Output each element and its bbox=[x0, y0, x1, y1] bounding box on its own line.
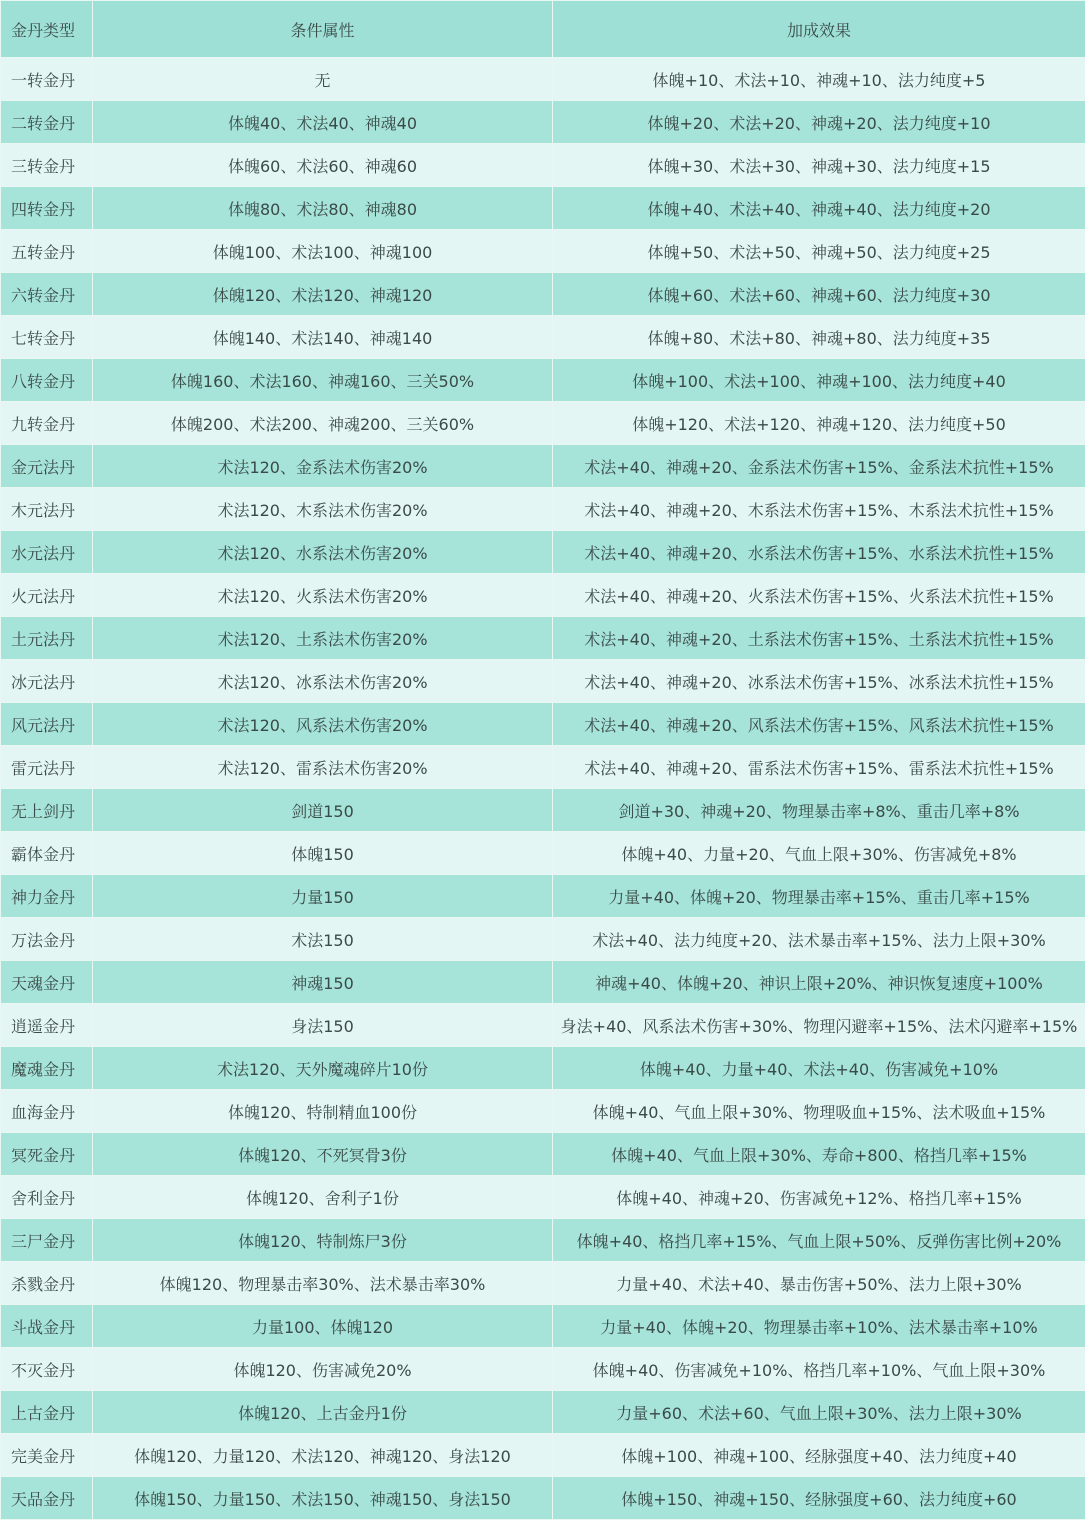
cell-bonus: 体魄+150、神魂+150、经脉强度+60、法力纯度+60 bbox=[553, 1477, 1085, 1520]
cell-condition: 力量150 bbox=[93, 875, 553, 918]
cell-bonus: 力量+40、术法+40、暴击伤害+50%、法力上限+30% bbox=[553, 1262, 1085, 1305]
table-row bbox=[1, 1176, 1085, 1219]
cell-bonus: 力量+40、体魄+20、物理暴击率+15%、重击几率+15% bbox=[553, 875, 1085, 918]
cell-core-type: 风元法丹 bbox=[1, 703, 93, 746]
cell-core-type: 九转金丹 bbox=[1, 402, 93, 445]
cell-bonus: 术法+40、神魂+20、火系法术伤害+15%、火系法术抗性+15% bbox=[553, 574, 1085, 617]
cell-condition: 体魄200、术法200、神魂200、三关60% bbox=[93, 402, 553, 445]
cell-bonus: 体魄+40、力量+40、术法+40、伤害减免+10% bbox=[553, 1047, 1085, 1090]
cell-condition: 体魄140、术法140、神魂140 bbox=[93, 316, 553, 359]
cell-bonus: 体魄+40、术法+40、神魂+40、法力纯度+20 bbox=[553, 187, 1085, 230]
cell-bonus: 体魄+30、术法+30、神魂+30、法力纯度+15 bbox=[553, 144, 1085, 187]
table-row bbox=[1, 1047, 1085, 1090]
cell-core-type: 逍遥金丹 bbox=[1, 1004, 93, 1047]
cell-condition: 体魄120、特制炼尸3份 bbox=[93, 1219, 553, 1262]
cell-core-type: 杀戮金丹 bbox=[1, 1262, 93, 1305]
table-row bbox=[1, 1305, 1085, 1348]
cell-bonus: 体魄+100、术法+100、神魂+100、法力纯度+40 bbox=[553, 359, 1085, 402]
cell-bonus: 术法+40、神魂+20、风系法术伤害+15%、风系法术抗性+15% bbox=[553, 703, 1085, 746]
cell-condition: 术法120、土系法术伤害20% bbox=[93, 617, 553, 660]
cell-core-type: 三转金丹 bbox=[1, 144, 93, 187]
cell-condition: 术法120、风系法术伤害20% bbox=[93, 703, 553, 746]
cell-core-type: 七转金丹 bbox=[1, 316, 93, 359]
cell-condition: 身法150 bbox=[93, 1004, 553, 1047]
table-row bbox=[1, 273, 1085, 316]
cell-core-type: 金元法丹 bbox=[1, 445, 93, 488]
table-row bbox=[1, 746, 1085, 789]
cell-bonus: 体魄+100、神魂+100、经脉强度+40、法力纯度+40 bbox=[553, 1434, 1085, 1477]
cell-core-type: 万法金丹 bbox=[1, 918, 93, 961]
cell-core-type: 雷元法丹 bbox=[1, 746, 93, 789]
cell-core-type: 血海金丹 bbox=[1, 1090, 93, 1133]
cell-bonus: 术法+40、法力纯度+20、法术暴击率+15%、法力上限+30% bbox=[553, 918, 1085, 961]
cell-bonus: 体魄+40、气血上限+30%、物理吸血+15%、法术吸血+15% bbox=[553, 1090, 1085, 1133]
table-row bbox=[1, 918, 1085, 961]
cell-bonus: 力量+60、术法+60、气血上限+30%、法力上限+30% bbox=[553, 1391, 1085, 1434]
table-row bbox=[1, 445, 1085, 488]
cell-core-type: 上古金丹 bbox=[1, 1391, 93, 1434]
cell-condition: 体魄120、力量120、术法120、神魂120、身法120 bbox=[93, 1434, 553, 1477]
cell-condition: 体魄40、术法40、神魂40 bbox=[93, 101, 553, 144]
cell-core-type: 完美金丹 bbox=[1, 1434, 93, 1477]
table-row bbox=[1, 1348, 1085, 1391]
cell-bonus: 神魂+40、体魄+20、神识上限+20%、神识恢复速度+100% bbox=[553, 961, 1085, 1004]
cell-core-type: 舍利金丹 bbox=[1, 1176, 93, 1219]
cell-bonus: 体魄+40、神魂+20、伤害减免+12%、格挡几率+15% bbox=[553, 1176, 1085, 1219]
table-row bbox=[1, 1477, 1085, 1520]
table-row bbox=[1, 531, 1085, 574]
cell-core-type: 三尸金丹 bbox=[1, 1219, 93, 1262]
table-row bbox=[1, 1133, 1085, 1176]
table-row bbox=[1, 789, 1085, 832]
cell-bonus: 体魄+40、格挡几率+15%、气血上限+50%、反弹伤害比例+20% bbox=[553, 1219, 1085, 1262]
cell-condition: 剑道150 bbox=[93, 789, 553, 832]
cell-bonus: 体魄+120、术法+120、神魂+120、法力纯度+50 bbox=[553, 402, 1085, 445]
cell-core-type: 四转金丹 bbox=[1, 187, 93, 230]
table-row bbox=[1, 832, 1085, 875]
cell-condition: 体魄150、力量150、术法150、神魂150、身法150 bbox=[93, 1477, 553, 1520]
cell-core-type: 天品金丹 bbox=[1, 1477, 93, 1520]
cell-bonus: 术法+40、神魂+20、水系法术伤害+15%、水系法术抗性+15% bbox=[553, 531, 1085, 574]
cell-condition: 力量100、体魄120 bbox=[93, 1305, 553, 1348]
cell-condition: 术法150 bbox=[93, 918, 553, 961]
table-row bbox=[1, 574, 1085, 617]
cell-condition: 体魄120、术法120、神魂120 bbox=[93, 273, 553, 316]
cell-bonus: 力量+40、体魄+20、物理暴击率+10%、法术暴击率+10% bbox=[553, 1305, 1085, 1348]
cell-condition: 术法120、雷系法术伤害20% bbox=[93, 746, 553, 789]
cell-condition: 术法120、火系法术伤害20% bbox=[93, 574, 553, 617]
cell-condition: 体魄160、术法160、神魂160、三关50% bbox=[93, 359, 553, 402]
cell-core-type: 五转金丹 bbox=[1, 230, 93, 273]
table-row bbox=[1, 703, 1085, 746]
cell-bonus: 体魄+80、术法+80、神魂+80、法力纯度+35 bbox=[553, 316, 1085, 359]
table-row bbox=[1, 230, 1085, 273]
table-row bbox=[1, 144, 1085, 187]
cell-condition: 体魄120、伤害减免20% bbox=[93, 1348, 553, 1391]
cell-condition: 体魄120、舍利子1份 bbox=[93, 1176, 553, 1219]
table-row bbox=[1, 402, 1085, 445]
cell-core-type: 一转金丹 bbox=[1, 58, 93, 101]
cell-core-type: 火元法丹 bbox=[1, 574, 93, 617]
cell-bonus: 体魄+40、气血上限+30%、寿命+800、格挡几率+15% bbox=[553, 1133, 1085, 1176]
cell-bonus: 体魄+60、术法+60、神魂+60、法力纯度+30 bbox=[553, 273, 1085, 316]
table-row bbox=[1, 961, 1085, 1004]
cell-condition: 体魄120、不死冥骨3份 bbox=[93, 1133, 553, 1176]
table-header-row bbox=[1, 1, 1085, 58]
cell-core-type: 土元法丹 bbox=[1, 617, 93, 660]
cell-core-type: 冥死金丹 bbox=[1, 1133, 93, 1176]
cell-condition: 体魄120、上古金丹1份 bbox=[93, 1391, 553, 1434]
cell-condition: 体魄100、术法100、神魂100 bbox=[93, 230, 553, 273]
table-row bbox=[1, 1090, 1085, 1133]
cell-core-type: 神力金丹 bbox=[1, 875, 93, 918]
cell-bonus: 术法+40、神魂+20、土系法术伤害+15%、土系法术抗性+15% bbox=[553, 617, 1085, 660]
table-row bbox=[1, 1219, 1085, 1262]
cell-core-type: 冰元法丹 bbox=[1, 660, 93, 703]
table-row bbox=[1, 617, 1085, 660]
cell-condition: 体魄80、术法80、神魂80 bbox=[93, 187, 553, 230]
cell-condition: 术法120、金系法术伤害20% bbox=[93, 445, 553, 488]
table-row bbox=[1, 359, 1085, 402]
cell-core-type: 无上剑丹 bbox=[1, 789, 93, 832]
table-row bbox=[1, 875, 1085, 918]
cell-bonus: 身法+40、风系法术伤害+30%、物理闪避率+15%、法术闪避率+15% bbox=[553, 1004, 1085, 1047]
header-bonus: 加成效果 bbox=[553, 1, 1085, 58]
cell-bonus: 体魄+50、术法+50、神魂+50、法力纯度+25 bbox=[553, 230, 1085, 273]
cell-core-type: 二转金丹 bbox=[1, 101, 93, 144]
cell-condition: 术法120、天外魔魂碎片10份 bbox=[93, 1047, 553, 1090]
cell-condition: 神魂150 bbox=[93, 961, 553, 1004]
cell-core-type: 水元法丹 bbox=[1, 531, 93, 574]
cell-condition: 术法120、冰系法术伤害20% bbox=[93, 660, 553, 703]
table-row bbox=[1, 316, 1085, 359]
header-condition: 条件属性 bbox=[93, 1, 553, 58]
cell-bonus: 体魄+40、伤害减免+10%、格挡几率+10%、气血上限+30% bbox=[553, 1348, 1085, 1391]
table-row bbox=[1, 101, 1085, 144]
cell-condition: 术法120、水系法术伤害20% bbox=[93, 531, 553, 574]
table-row bbox=[1, 187, 1085, 230]
cell-core-type: 霸体金丹 bbox=[1, 832, 93, 875]
cell-bonus: 体魄+40、力量+20、气血上限+30%、伤害减免+8% bbox=[553, 832, 1085, 875]
cell-condition: 术法120、木系法术伤害20% bbox=[93, 488, 553, 531]
cell-bonus: 术法+40、神魂+20、木系法术伤害+15%、木系法术抗性+15% bbox=[553, 488, 1085, 531]
table-row bbox=[1, 660, 1085, 703]
table-row bbox=[1, 1391, 1085, 1434]
cell-condition: 体魄150 bbox=[93, 832, 553, 875]
cell-core-type: 木元法丹 bbox=[1, 488, 93, 531]
cell-bonus: 术法+40、神魂+20、金系法术伤害+15%、金系法术抗性+15% bbox=[553, 445, 1085, 488]
table-row bbox=[1, 1004, 1085, 1047]
cell-condition: 体魄60、术法60、神魂60 bbox=[93, 144, 553, 187]
cell-bonus: 体魄+10、术法+10、神魂+10、法力纯度+5 bbox=[553, 58, 1085, 101]
cell-core-type: 魔魂金丹 bbox=[1, 1047, 93, 1090]
cell-bonus: 术法+40、神魂+20、冰系法术伤害+15%、冰系法术抗性+15% bbox=[553, 660, 1085, 703]
table-row bbox=[1, 1262, 1085, 1305]
cell-condition: 体魄120、特制精血100份 bbox=[93, 1090, 553, 1133]
cell-condition: 体魄120、物理暴击率30%、法术暴击率30% bbox=[93, 1262, 553, 1305]
cell-core-type: 八转金丹 bbox=[1, 359, 93, 402]
cell-core-type: 不灭金丹 bbox=[1, 1348, 93, 1391]
header-core-type: 金丹类型 bbox=[1, 1, 93, 58]
cell-core-type: 六转金丹 bbox=[1, 273, 93, 316]
cell-bonus: 剑道+30、神魂+20、物理暴击率+8%、重击几率+8% bbox=[553, 789, 1085, 832]
cell-core-type: 天魂金丹 bbox=[1, 961, 93, 1004]
table-row bbox=[1, 488, 1085, 531]
cell-bonus: 体魄+20、术法+20、神魂+20、法力纯度+10 bbox=[553, 101, 1085, 144]
table-row bbox=[1, 1434, 1085, 1477]
table-row bbox=[1, 58, 1085, 101]
cell-condition: 无 bbox=[93, 58, 553, 101]
cell-bonus: 术法+40、神魂+20、雷系法术伤害+15%、雷系法术抗性+15% bbox=[553, 746, 1085, 789]
cell-core-type: 斗战金丹 bbox=[1, 1305, 93, 1348]
